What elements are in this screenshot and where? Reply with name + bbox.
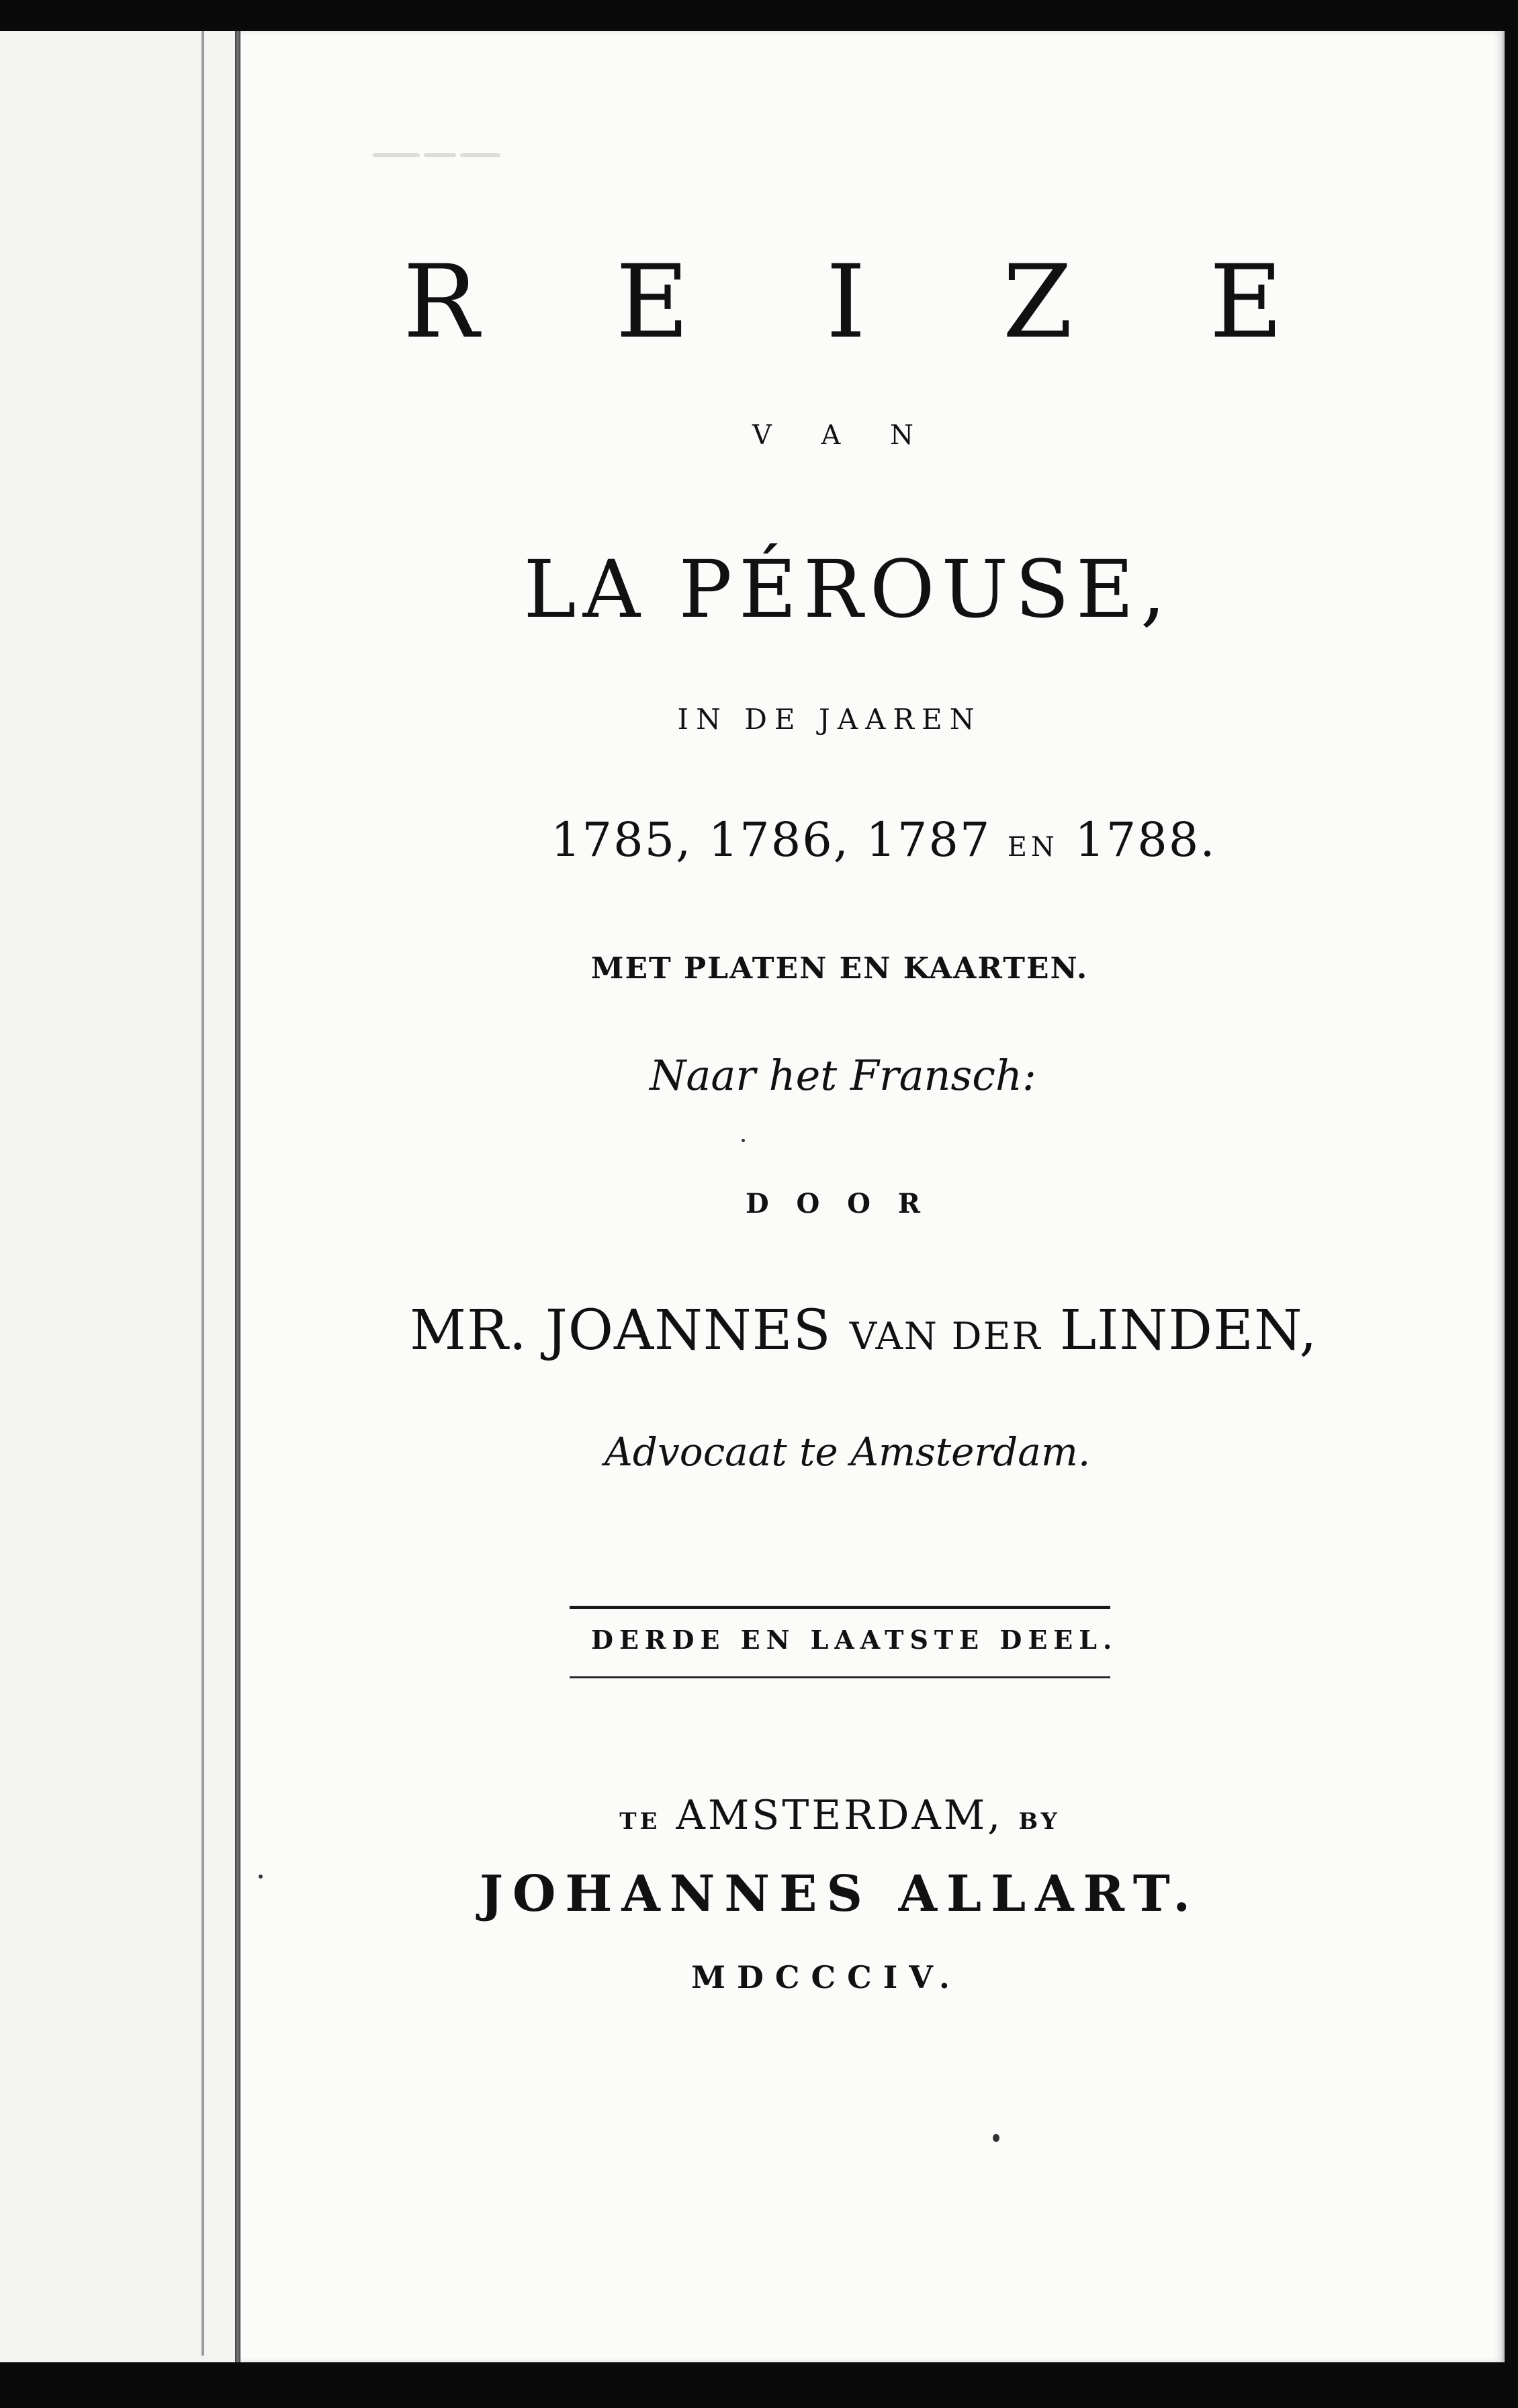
book-gutter [235, 31, 240, 2362]
translator-role: Advocaat te Amsterdam. [605, 1429, 1091, 1475]
years-main: 1785, 1786, 1787 [551, 812, 991, 867]
by-label: D O O R [746, 1188, 920, 1219]
page-edge [1502, 31, 1505, 2362]
subject-name: LA PÉROUSE, [523, 543, 1173, 636]
translation-note: Naar het Fransch: [650, 1051, 1036, 1100]
translator-given: JOANNES [545, 1299, 832, 1363]
faded-library-stamp [373, 146, 521, 164]
ink-speck [742, 1139, 745, 1142]
years-intro: IN DE JAAREN [677, 703, 982, 736]
title-connector: V A N [752, 420, 913, 451]
previous-page-edge [202, 31, 204, 2356]
place-city: AMSTERDAM, [676, 1792, 1003, 1839]
bottom-rule [570, 1676, 1110, 1678]
translator-particle: VAN DER [849, 1315, 1042, 1359]
volume-label: DERDE EN LAATSTE DEEL. [591, 1625, 1118, 1655]
ink-speck [259, 1875, 263, 1879]
translator-prefix: MR. [410, 1299, 527, 1363]
publisher-name: JOHANNES ALLART. [479, 1865, 1200, 1923]
place-by: BY [1018, 1808, 1061, 1835]
ink-speck [993, 2134, 999, 2142]
place-te: TE [619, 1808, 661, 1835]
book-title: R E I Z E [403, 244, 1283, 361]
years-en: EN [1007, 832, 1059, 863]
imprint-place [617, 1792, 1063, 1839]
top-rule [570, 1606, 1110, 1609]
translator-surname: LINDEN, [1059, 1299, 1318, 1363]
years-line [551, 812, 1216, 867]
years-last: 1788. [1075, 812, 1216, 867]
illustrations-note: MET PLATEN EN KAARTEN. [590, 951, 1089, 986]
publication-year: MDCCCIV. [691, 1959, 961, 1995]
translator-name [410, 1299, 1318, 1363]
